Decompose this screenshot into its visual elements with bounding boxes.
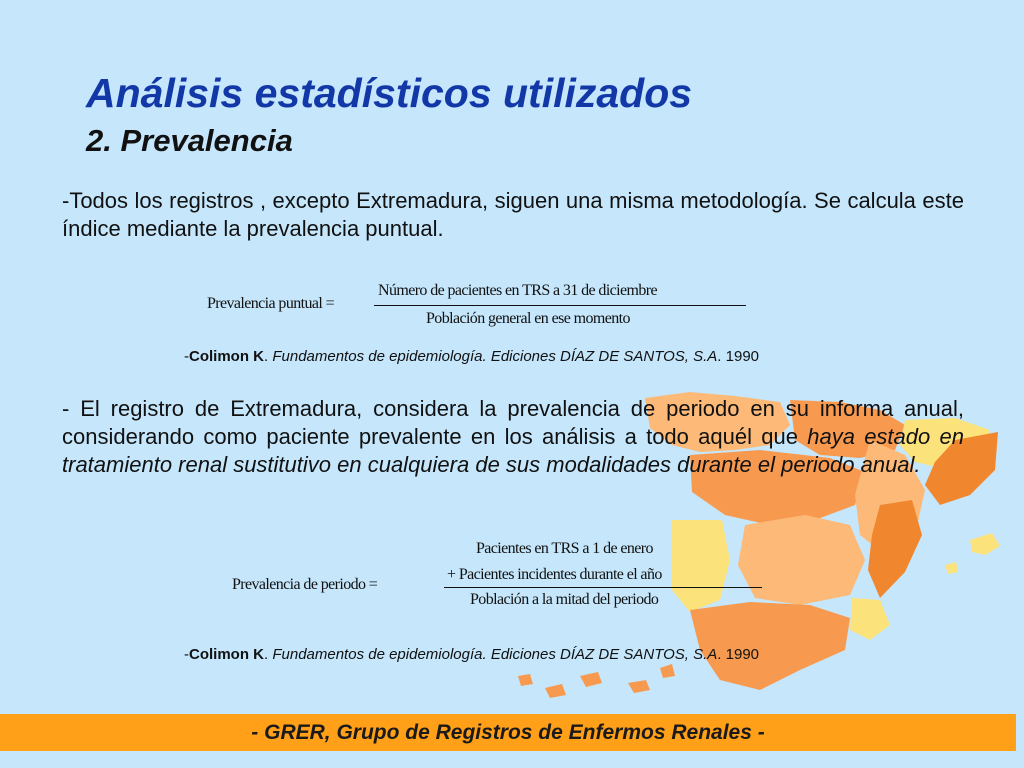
formula1-lhs: Prevalencia puntual = xyxy=(207,295,335,312)
formula2-lhs: Prevalencia de periodo = xyxy=(232,576,378,593)
map-region-canarias-1 xyxy=(518,674,533,686)
reference1-year: . 1990 xyxy=(717,348,760,365)
map-region-extremadura xyxy=(672,520,730,612)
reference2-author: Colimon K xyxy=(189,646,264,663)
formula1-fraction-bar xyxy=(374,305,746,306)
reference1-prefix: - xyxy=(184,348,189,365)
formula2-numerator-line2: + Pacientes incidentes durante el año xyxy=(447,566,662,583)
map-region-murcia xyxy=(850,598,890,640)
formula2-numerator-line1: Pacientes en TRS a 1 de enero xyxy=(476,540,653,557)
slide-subtitle: 2. Prevalencia xyxy=(86,123,293,158)
reference-colimon-2 xyxy=(184,646,759,663)
footer-banner xyxy=(0,714,1016,751)
map-region-canarias-4 xyxy=(628,680,650,693)
paragraph2-italic: haya estado en tratamiento renal sustitutivo en cualquiera de sus modalidades durante el periodo anual. xyxy=(62,424,964,477)
paragraph-metodologia: -Todos los registros , excepto Extremadura, siguen una misma metodología. Se calcula este índice mediante la prevalencia puntual. xyxy=(62,188,964,241)
reference2-book: Fundamentos de epidemiología. Ediciones DÍAZ DE SANTOS, S.A xyxy=(272,646,718,663)
reference1-book: Fundamentos de epidemiología. Ediciones DÍAZ DE SANTOS, S.A xyxy=(272,348,718,365)
reference-colimon-1 xyxy=(184,348,759,365)
paragraph-extremadura xyxy=(62,395,964,479)
reference2-sep: . xyxy=(264,646,273,663)
formula1-denominator: Población general en ese momento xyxy=(426,310,630,327)
formula1-numerator: Número de pacientes en TRS a 31 de diciembre xyxy=(378,282,657,299)
reference2-prefix: - xyxy=(184,646,189,663)
footer-text: - GRER, Grupo de Registros de Enfermos Renales - xyxy=(251,720,765,744)
formula2-fraction-bar xyxy=(444,587,762,588)
slide-title: Análisis estadísticos utilizados xyxy=(86,70,693,116)
map-region-baleares xyxy=(970,533,1000,555)
reference1-author: Colimon K xyxy=(189,348,264,365)
map-region-canarias-3 xyxy=(580,672,602,687)
map-region-baleares-small xyxy=(945,562,958,574)
reference2-year: . 1990 xyxy=(717,646,760,663)
map-region-canarias-5 xyxy=(660,664,675,678)
map-region-castilla-mancha xyxy=(738,515,865,605)
paragraph2-normal: - El registro de Extremadura, considera la prevalencia de periodo en su informa anual, considerando como paciente prevalente en los análisis a todo aquél que xyxy=(62,396,964,449)
map-region-canarias-2 xyxy=(545,684,566,698)
reference1-sep: . xyxy=(264,348,273,365)
formula2-denominator: Población a la mitad del periodo xyxy=(470,591,659,608)
